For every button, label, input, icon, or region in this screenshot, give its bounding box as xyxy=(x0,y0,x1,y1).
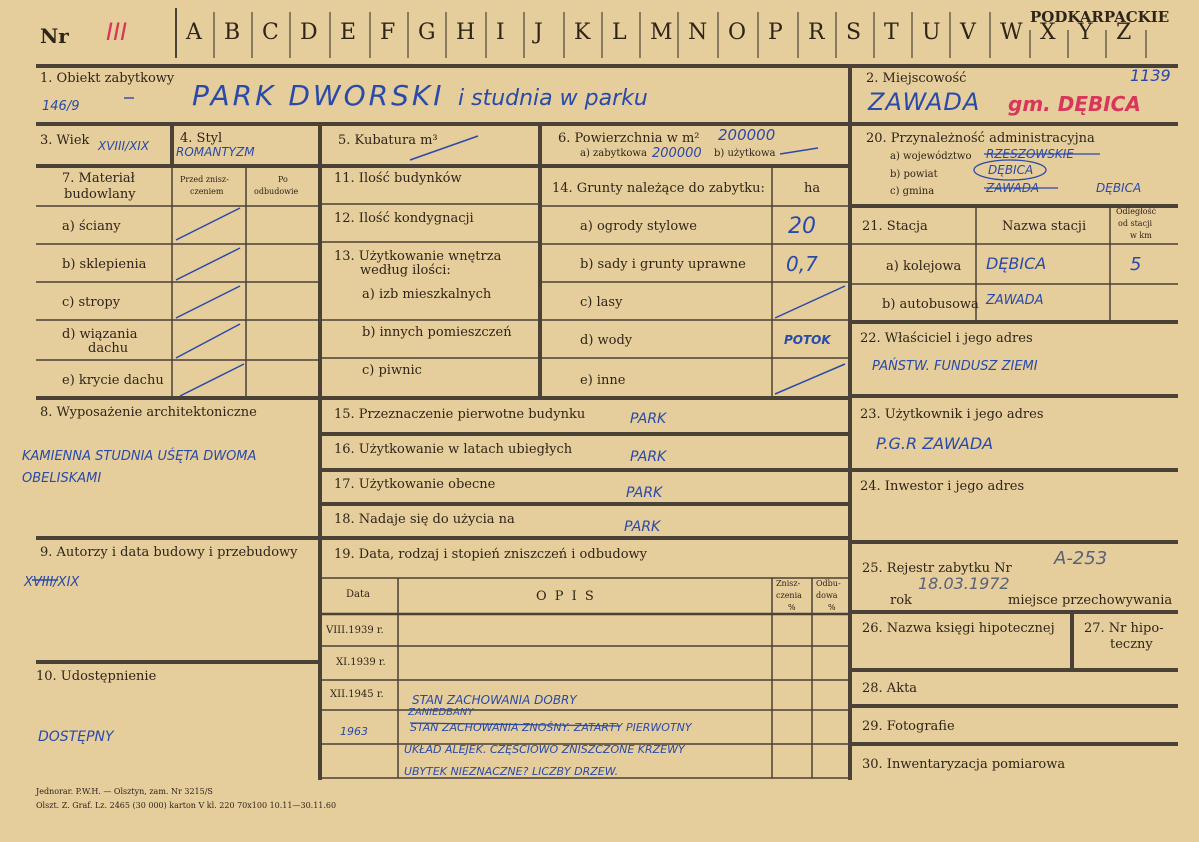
letter-e: E xyxy=(340,20,357,45)
f2-gm: gm. DĘBICA xyxy=(1008,92,1141,116)
f1-code: 146/9 xyxy=(42,99,80,114)
f19-col-z-a: Znisz- xyxy=(776,579,801,588)
f21-a-value: DĘBICA xyxy=(986,254,1047,273)
f21-a-label: a) kolejowa xyxy=(886,259,962,274)
f21-col-dist-b: od stacji xyxy=(1118,219,1153,228)
f10-value: DOSTĘPNY xyxy=(38,729,114,745)
letter-k: K xyxy=(574,20,591,45)
f20-a-value: RZESZOWSKIE xyxy=(986,147,1074,161)
f1-label: 1. Obiekt zabytkowy xyxy=(40,71,175,86)
f16-value: PARK xyxy=(630,449,667,465)
f22-label: 22. Właściciel i jego adres xyxy=(860,331,1033,346)
f14-value-gardens: 20 xyxy=(788,214,816,239)
f19-col-o-a: Odbu- xyxy=(816,579,841,588)
f14-value-waters: POTOK xyxy=(784,333,831,347)
f13-b: b) innych pomieszczeń xyxy=(362,325,512,340)
f20-c-value-b: DĘBICA xyxy=(1096,181,1142,195)
letter-o: O xyxy=(728,20,747,45)
nr-value: III xyxy=(106,18,128,46)
f7-label-a: 7. Materiał xyxy=(62,171,135,186)
f21-col-dist-c: w km xyxy=(1130,231,1152,240)
f3-label: 3. Wiek xyxy=(40,133,90,148)
f19-hw-date: 1963 xyxy=(340,725,368,738)
f5-label: 5. Kubatura m³ xyxy=(338,133,438,148)
f6-a-value: 200000 xyxy=(652,146,702,161)
f23-value: P.G.R ZAWADA xyxy=(876,434,994,453)
f25-rok-value: 18.03.1972 xyxy=(918,574,1010,593)
f19-date-2: XI.1939 r. xyxy=(336,657,386,668)
f8-value-a: KAMIENNA STUDNIA UŚĘTA DWOMA xyxy=(22,449,257,464)
f14-row-other: e) inne xyxy=(580,373,626,388)
f19-col-o-c: % xyxy=(828,603,836,612)
f17-value: PARK xyxy=(626,485,663,501)
f21-b-label: b) autobusowa xyxy=(882,297,979,312)
f7-label-b: budowlany xyxy=(64,187,136,202)
f19-col-desc: O P I S xyxy=(536,589,596,604)
letter-p: P xyxy=(768,20,783,45)
f7-row-roof-frame-2: dachu xyxy=(88,341,129,356)
f22-value: PAŃSTW. FUNDUSZ ZIEMI xyxy=(872,359,1038,374)
f7-row-walls: a) ściany xyxy=(62,219,121,234)
letter-i: I xyxy=(496,20,505,45)
letter-d: D xyxy=(300,20,318,45)
f21-a-dist: 5 xyxy=(1130,254,1142,275)
f13-c: c) piwnic xyxy=(362,363,422,378)
f27-label-b: teczny xyxy=(1110,637,1153,652)
f9-value: XVIII/XIX xyxy=(24,575,80,590)
footer-line-1: Jednorar. P.W.H. — Olsztyn, zam. Nr 3215/S xyxy=(36,787,213,796)
f19-label: 19. Data, rodzaj i stopień zniszczeń i odbudowy xyxy=(334,547,648,562)
f19-col-date: Data xyxy=(346,589,370,600)
f21-label: 21. Stacja xyxy=(862,219,928,234)
f4-label: 4. Styl xyxy=(180,131,223,146)
f19-desc-2: ZANIEDBANY xyxy=(408,707,474,718)
letter-c: C xyxy=(262,20,279,45)
f14-label: 14. Grunty należące do zabytku: xyxy=(552,181,765,196)
f29-label: 29. Fotografie xyxy=(862,719,955,734)
f25-nr-value: A-253 xyxy=(1054,548,1108,569)
f19-desc-4: UKŁAD ALEJEK. CZĘŚCIOWO ZNISZCZONE KRZEWY xyxy=(404,743,685,756)
letter-b: B xyxy=(224,20,241,45)
f19-col-z-c: % xyxy=(788,603,796,612)
f30-label: 30. Inwentaryzacja pomiarowa xyxy=(862,757,1066,772)
f7-row-vaults: b) sklepienia xyxy=(62,257,147,272)
f14-row-orchards: b) sady i grunty uprawne xyxy=(580,257,746,272)
f27-label-a: 27. Nr hipo- xyxy=(1084,621,1164,636)
f21-col-name: Nazwa stacji xyxy=(1002,219,1087,234)
f17-label: 17. Użytkowanie obecne xyxy=(334,477,496,492)
f10-label: 10. Udostępnienie xyxy=(36,669,157,684)
f4-value: ROMANTYZM xyxy=(176,145,255,159)
f6-a-label: a) zabytkowa xyxy=(580,148,647,159)
f2-label: 2. Miejscowość xyxy=(866,71,967,86)
f13-label-b: według ilości: xyxy=(360,263,451,278)
f7-col2-a: Po xyxy=(278,175,288,184)
letter-r: R xyxy=(808,20,825,45)
f16-label: 16. Użytkowanie w latach ubiegłych xyxy=(334,442,573,457)
letter-y: Y xyxy=(1078,20,1093,45)
letter-g: G xyxy=(418,20,436,45)
f2-value: ZAWADA xyxy=(868,88,981,116)
letter-a: A xyxy=(186,20,202,45)
f25-label: 25. Rejestr zabytku Nr xyxy=(862,561,1012,576)
f9-label: 9. Autorzy i data budowy i przebudowy xyxy=(40,545,298,560)
f7-col1-a: Przed znisz- xyxy=(180,175,229,184)
f21-col-dist-a: Odległość xyxy=(1116,207,1157,216)
f18-label: 18. Nadaje się do użycia na xyxy=(334,512,515,527)
f15-label: 15. Przeznaczenie pierwotne budynku xyxy=(334,407,586,422)
f14-row-gardens: a) ogrody stylowe xyxy=(580,219,697,234)
f1-value-a: PARK DWORSKI xyxy=(192,79,445,112)
f8-value-b: OBELISKAMI xyxy=(22,471,102,486)
f19-date-1: VIII.1939 r. xyxy=(326,625,384,636)
f25-miejsce: miejsce przechowywania xyxy=(1008,593,1173,608)
letter-v: V xyxy=(960,20,976,45)
f14-row-waters: d) wody xyxy=(580,333,633,348)
f6-value: 200000 xyxy=(718,126,776,144)
f3-value: XVIII/XIX xyxy=(98,139,150,153)
letter-f: F xyxy=(380,20,396,45)
f13-a: a) izb mieszkalnych xyxy=(362,287,492,302)
letter-u: U xyxy=(922,20,941,45)
letter-w: W xyxy=(1000,20,1023,45)
f20-b-value: DĘBICA xyxy=(988,163,1034,177)
f13-label-a: 13. Użytkowanie wnętrza xyxy=(334,249,502,264)
letter-x: X xyxy=(1040,20,1056,45)
letter-s: S xyxy=(846,20,862,45)
f7-col2-b: odbudowie xyxy=(254,187,299,196)
f8-label: 8. Wyposażenie architektoniczne xyxy=(40,405,257,420)
f7-row-ceilings: c) stropy xyxy=(62,295,121,310)
f14-unit: ha xyxy=(804,181,821,196)
f1-value-b: i studnia w parku xyxy=(458,86,648,111)
letter-l: L xyxy=(612,20,627,45)
f6-label: 6. Powierzchnia w m² xyxy=(558,131,700,146)
f19-col-o-b: dowa xyxy=(816,591,838,600)
f7-row-roof-frame: d) wiązania xyxy=(62,327,138,342)
f19-col-z-b: czenia xyxy=(776,591,802,600)
f20-c-value-a: ZAWADA xyxy=(986,181,1040,195)
f19-desc-3: STAN ZACHOWANIA ZNOŚNY. ZATARTY PIERWOTNY xyxy=(410,721,692,734)
letter-h: H xyxy=(456,20,476,45)
letter-n: N xyxy=(688,20,708,45)
f19-date-3: XII.1945 r. xyxy=(330,689,384,700)
f21-b-value: ZAWADA xyxy=(986,293,1044,308)
f19-desc-5: UBYTEK NIEZNACZNE? LICZBY DRZEW. xyxy=(404,765,619,778)
f25-rok-label: rok xyxy=(890,593,912,608)
f6-b-label: b) użytkowa xyxy=(714,148,776,159)
f20-label: 20. Przynależność administracyjna xyxy=(866,131,1095,146)
f26-label: 26. Nazwa księgi hipotecznej xyxy=(862,621,1055,636)
footer-line-2: Olszt. Z. Graf. Lz. 2465 (30 000) karton V kl. 220 70x100 10.11—30.11.60 xyxy=(36,801,337,810)
f7-row-roofing: e) krycie dachu xyxy=(62,373,164,388)
f20-b-label: b) powiat xyxy=(890,169,938,180)
f11-label: 11. Ilość budynków xyxy=(334,171,462,186)
f7-col1-b: czeniem xyxy=(190,187,224,196)
region-label: PODKARPACKIE xyxy=(1030,8,1170,26)
f28-label: 28. Akta xyxy=(862,681,918,696)
nr-label: Nr xyxy=(40,24,69,48)
f24-label: 24. Inwestor i jego adres xyxy=(860,479,1025,494)
f15-value: PARK xyxy=(630,411,667,427)
letter-j: J xyxy=(534,20,543,45)
letter-z: Z xyxy=(1116,20,1132,45)
letter-m: M xyxy=(650,20,673,45)
f14-row-forests: c) lasy xyxy=(580,295,623,310)
letter-t: T xyxy=(884,20,899,45)
f12-label: 12. Ilość kondygnacji xyxy=(334,211,474,226)
f18-value: PARK xyxy=(624,519,661,535)
f2-number: 1139 xyxy=(1130,66,1171,85)
f20-c-label: c) gmina xyxy=(890,186,935,197)
f19-desc-1: STAN ZACHOWANIA DOBRY xyxy=(412,693,577,707)
f20-a-label: a) województwo xyxy=(890,151,972,162)
f23-label: 23. Użytkownik i jego adres xyxy=(860,407,1044,422)
f14-value-orchards: 0,7 xyxy=(786,252,818,276)
